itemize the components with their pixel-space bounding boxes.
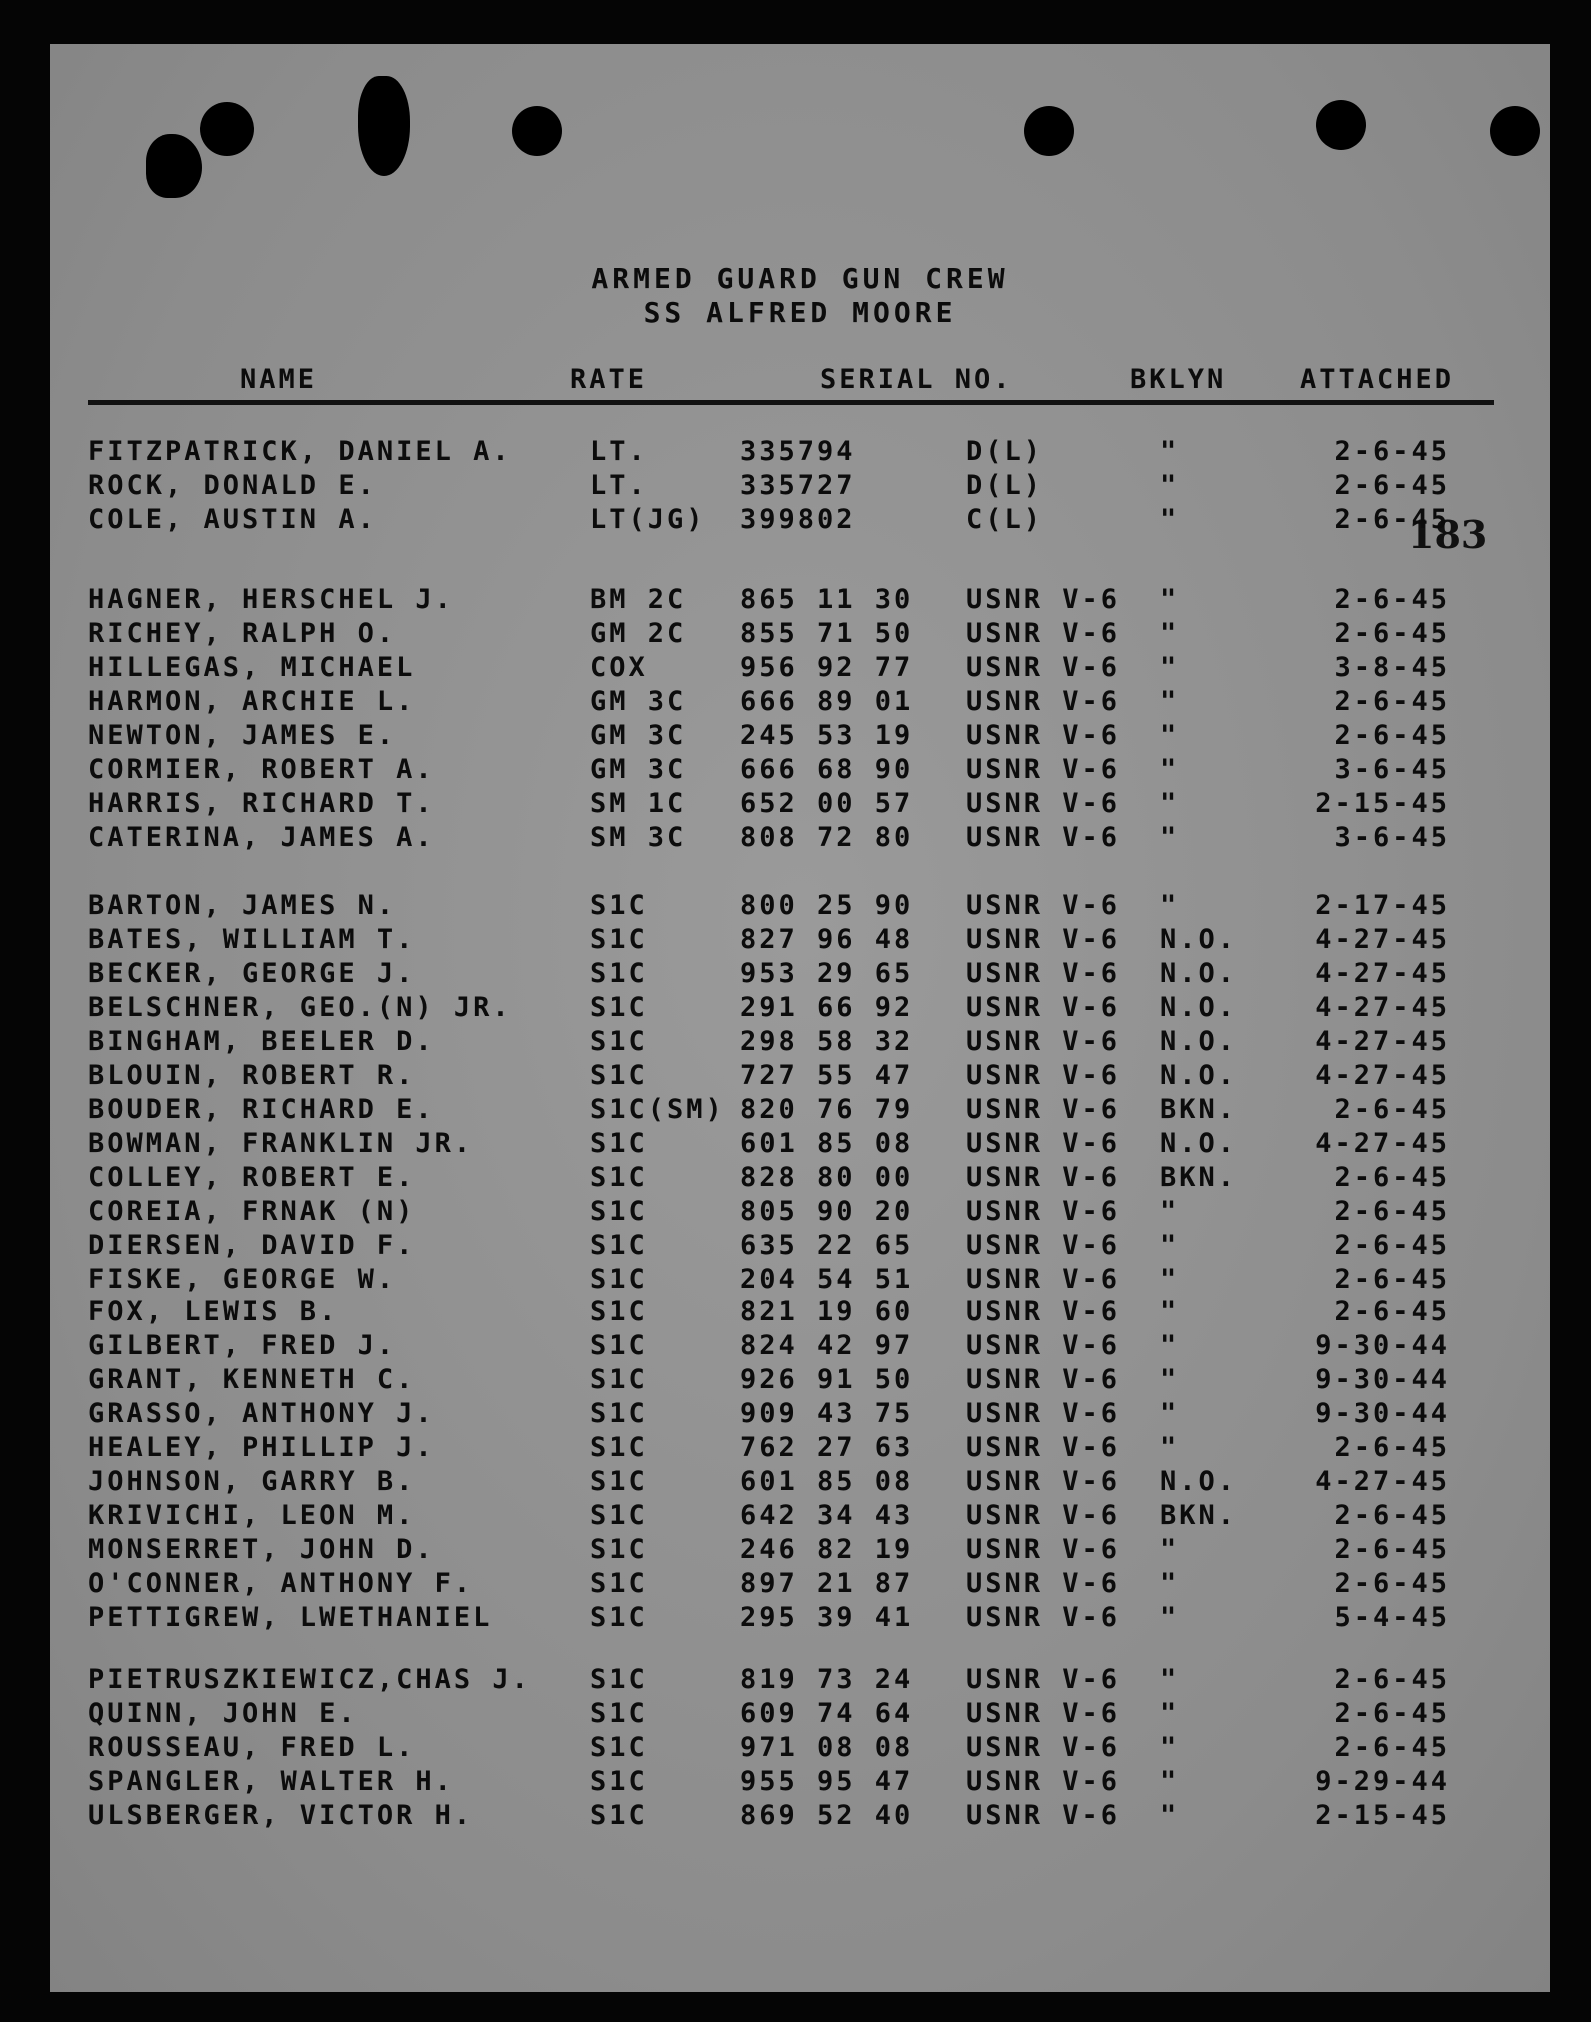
document-title: ARMED GUARD GUN CREW [591, 262, 1009, 295]
crew-bklyn: BKN. [1160, 1500, 1238, 1531]
crew-serial: 800 25 90 [740, 890, 914, 921]
table-row [50, 1466, 1550, 1500]
crew-attached: 2-6-45 [1334, 470, 1450, 501]
crew-rate: S1C [590, 1128, 648, 1159]
punch-hole [512, 106, 562, 156]
crew-attached: 2-6-45 [1334, 1500, 1450, 1531]
crew-bklyn: " [1160, 1800, 1180, 1831]
ink-blot [358, 76, 410, 176]
crew-unit: USNR V-6 [966, 1800, 1121, 1831]
crew-unit: USNR V-6 [966, 1732, 1121, 1763]
column-header-row [50, 364, 1550, 404]
crew-attached: 2-6-45 [1334, 1162, 1450, 1193]
crew-name: HILLEGAS, MICHAEL [88, 652, 416, 683]
crew-unit: USNR V-6 [966, 1196, 1121, 1227]
crew-name: ROUSSEAU, FRED L. [88, 1732, 416, 1763]
crew-rate: LT. [590, 436, 648, 467]
crew-serial: 808 72 80 [740, 822, 914, 853]
crew-bklyn: " [1160, 618, 1180, 649]
crew-serial: 298 58 32 [740, 1026, 914, 1057]
crew-name: NEWTON, JAMES E. [88, 720, 397, 751]
table-row [50, 1398, 1550, 1432]
crew-bklyn: " [1160, 1534, 1180, 1565]
crew-name: BOWMAN, FRANKLIN JR. [88, 1128, 474, 1159]
crew-rate: S1C [590, 1398, 648, 1429]
crew-name: BELSCHNER, GEO.(N) JR. [88, 992, 512, 1023]
table-row [50, 686, 1550, 720]
crew-attached: 4-27-45 [1315, 1466, 1450, 1497]
crew-serial: 666 89 01 [740, 686, 914, 717]
crew-name: BINGHAM, BEELER D. [88, 1026, 435, 1057]
crew-rate: S1C(SM) [590, 1094, 725, 1125]
crew-unit: USNR V-6 [966, 1698, 1121, 1729]
crew-bklyn: " [1160, 652, 1180, 683]
crew-name: FOX, LEWIS B. [88, 1296, 339, 1327]
crew-name: GRASSO, ANTHONY J. [88, 1398, 435, 1429]
table-row [50, 1534, 1550, 1568]
crew-serial: 609 74 64 [740, 1698, 914, 1729]
crew-serial: 953 29 65 [740, 958, 914, 989]
crew-rate: S1C [590, 1364, 648, 1395]
crew-unit: C(L) [966, 504, 1044, 535]
crew-bklyn: " [1160, 584, 1180, 615]
crew-attached: 2-15-45 [1315, 1800, 1450, 1831]
crew-name: HEALEY, PHILLIP J. [88, 1432, 435, 1463]
crew-rate: S1C [590, 1230, 648, 1261]
crew-attached: 2-6-45 [1334, 686, 1450, 717]
crew-attached: 2-6-45 [1334, 1698, 1450, 1729]
table-row [50, 436, 1550, 470]
crew-name: JOHNSON, GARRY B. [88, 1466, 416, 1497]
table-row [50, 1196, 1550, 1230]
crew-name: HARMON, ARCHIE L. [88, 686, 416, 717]
crew-serial: 635 22 65 [740, 1230, 914, 1261]
column-header-rate: RATE [570, 364, 648, 395]
crew-name: SPANGLER, WALTER H. [88, 1766, 454, 1797]
crew-serial: 805 90 20 [740, 1196, 914, 1227]
crew-name: MONSERRET, JOHN D. [88, 1534, 435, 1565]
crew-rate: S1C [590, 1568, 648, 1599]
crew-attached: 2-6-45 [1334, 584, 1450, 615]
crew-name: RICHEY, RALPH O. [88, 618, 397, 649]
crew-unit: USNR V-6 [966, 1094, 1121, 1125]
crew-bklyn: " [1160, 470, 1180, 501]
table-row [50, 924, 1550, 958]
crew-bklyn: " [1160, 1230, 1180, 1261]
crew-name: CORMIER, ROBERT A. [88, 754, 435, 785]
table-row [50, 618, 1550, 652]
punch-hole [1024, 106, 1074, 156]
crew-unit: USNR V-6 [966, 822, 1121, 853]
crew-name: ULSBERGER, VICTOR H. [88, 1800, 474, 1831]
crew-rate: S1C [590, 1466, 648, 1497]
crew-bklyn: N.O. [1160, 1026, 1238, 1057]
crew-unit: USNR V-6 [966, 1264, 1121, 1295]
crew-attached: 2-6-45 [1334, 1296, 1450, 1327]
crew-rate: S1C [590, 958, 648, 989]
crew-unit: USNR V-6 [966, 992, 1121, 1023]
table-row [50, 1330, 1550, 1364]
crew-attached: 2-6-45 [1334, 1534, 1450, 1565]
crew-name: ROCK, DONALD E. [88, 470, 377, 501]
crew-bklyn: N.O. [1160, 1128, 1238, 1159]
crew-bklyn: " [1160, 1398, 1180, 1429]
crew-bklyn: BKN. [1160, 1162, 1238, 1193]
column-header-bklyn: BKLYN [1130, 364, 1227, 395]
crew-attached: 2-15-45 [1315, 788, 1450, 819]
table-row [50, 584, 1550, 618]
column-header-name: NAME [240, 364, 318, 395]
crew-unit: USNR V-6 [966, 924, 1121, 955]
crew-serial: 926 91 50 [740, 1364, 914, 1395]
crew-attached: 4-27-45 [1315, 924, 1450, 955]
crew-unit: USNR V-6 [966, 1534, 1121, 1565]
page-number: 183 [1408, 512, 1488, 557]
crew-bklyn: " [1160, 720, 1180, 751]
crew-attached: 2-6-45 [1334, 1264, 1450, 1295]
crew-serial: 828 80 00 [740, 1162, 914, 1193]
crew-rate: S1C [590, 1766, 648, 1797]
crew-name: COREIA, FRNAK (N) [88, 1196, 416, 1227]
crew-rate: S1C [590, 1330, 648, 1361]
crew-attached: 3-6-45 [1334, 754, 1450, 785]
crew-serial: 971 08 08 [740, 1732, 914, 1763]
crew-bklyn: " [1160, 1330, 1180, 1361]
column-header-attached: ATTACHED [1300, 364, 1455, 395]
crew-rate: GM 3C [590, 754, 687, 785]
table-row [50, 1264, 1550, 1298]
table-row [50, 1364, 1550, 1398]
crew-attached: 2-6-45 [1334, 436, 1450, 467]
crew-rate: S1C [590, 1732, 648, 1763]
crew-rate: S1C [590, 1500, 648, 1531]
crew-unit: USNR V-6 [966, 1330, 1121, 1361]
crew-name: QUINN, JOHN E. [88, 1698, 358, 1729]
crew-name: GILBERT, FRED J. [88, 1330, 397, 1361]
crew-bklyn: " [1160, 890, 1180, 921]
crew-attached: 2-6-45 [1334, 1732, 1450, 1763]
table-row [50, 788, 1550, 822]
crew-unit: USNR V-6 [966, 1466, 1121, 1497]
crew-bklyn: " [1160, 1698, 1180, 1729]
ink-blot [146, 134, 202, 198]
crew-bklyn: " [1160, 1568, 1180, 1599]
crew-unit: USNR V-6 [966, 1060, 1121, 1091]
crew-unit: USNR V-6 [966, 1766, 1121, 1797]
crew-bklyn: " [1160, 1296, 1180, 1327]
table-row [50, 652, 1550, 686]
crew-unit: D(L) [966, 470, 1044, 501]
table-row [50, 1800, 1550, 1834]
crew-name: BECKER, GEORGE J. [88, 958, 416, 989]
table-row [50, 1766, 1550, 1800]
crew-unit: USNR V-6 [966, 890, 1121, 921]
table-row [50, 1664, 1550, 1698]
crew-unit: USNR V-6 [966, 1602, 1121, 1633]
crew-serial: 956 92 77 [740, 652, 914, 683]
crew-unit: USNR V-6 [966, 1364, 1121, 1395]
crew-serial: 399802 [740, 504, 856, 535]
crew-serial: 827 96 48 [740, 924, 914, 955]
crew-unit: USNR V-6 [966, 1128, 1121, 1159]
crew-unit: USNR V-6 [966, 1568, 1121, 1599]
crew-name: HARRIS, RICHARD T. [88, 788, 435, 819]
crew-serial: 295 39 41 [740, 1602, 914, 1633]
crew-bklyn: " [1160, 1664, 1180, 1695]
crew-bklyn: " [1160, 788, 1180, 819]
crew-rate: S1C [590, 1432, 648, 1463]
crew-name: CATERINA, JAMES A. [88, 822, 435, 853]
crew-bklyn: " [1160, 686, 1180, 717]
punch-hole [1316, 100, 1366, 150]
crew-serial: 855 71 50 [740, 618, 914, 649]
crew-bklyn: " [1160, 504, 1180, 535]
crew-attached: 2-6-45 [1334, 1568, 1450, 1599]
crew-serial: 909 43 75 [740, 1398, 914, 1429]
crew-rate: S1C [590, 1162, 648, 1193]
crew-unit: USNR V-6 [966, 1500, 1121, 1531]
crew-rate: GM 3C [590, 686, 687, 717]
crew-name: O'CONNER, ANTHONY F. [88, 1568, 474, 1599]
crew-attached: 4-27-45 [1315, 992, 1450, 1023]
crew-name: BOUDER, RICHARD E. [88, 1094, 435, 1125]
crew-name: DIERSEN, DAVID F. [88, 1230, 416, 1261]
table-row [50, 720, 1550, 754]
crew-bklyn: " [1160, 1766, 1180, 1797]
crew-bklyn: N.O. [1160, 958, 1238, 989]
table-row [50, 822, 1550, 856]
table-row [50, 1128, 1550, 1162]
crew-serial: 642 34 43 [740, 1500, 914, 1531]
crew-name: BLOUIN, ROBERT R. [88, 1060, 416, 1091]
crew-unit: USNR V-6 [966, 1230, 1121, 1261]
crew-rate: LT. [590, 470, 648, 501]
crew-name: BARTON, JAMES N. [88, 890, 397, 921]
crew-rate: GM 3C [590, 720, 687, 751]
crew-name: PIETRUSZKIEWICZ,CHAS J. [88, 1664, 531, 1695]
crew-serial: 601 85 08 [740, 1128, 914, 1159]
crew-name: GRANT, KENNETH C. [88, 1364, 416, 1395]
crew-attached: 9-30-44 [1315, 1330, 1450, 1361]
crew-attached: 3-8-45 [1334, 652, 1450, 683]
crew-unit: USNR V-6 [966, 652, 1121, 683]
crew-serial: 204 54 51 [740, 1264, 914, 1295]
crew-bklyn: N.O. [1160, 1466, 1238, 1497]
crew-rate: S1C [590, 1264, 648, 1295]
crew-name: HAGNER, HERSCHEL J. [88, 584, 454, 615]
punch-hole [1490, 106, 1540, 156]
crew-name: KRIVICHI, LEON M. [88, 1500, 416, 1531]
crew-attached: 2-6-45 [1334, 618, 1450, 649]
crew-rate: BM 2C [590, 584, 687, 615]
table-row [50, 890, 1550, 924]
table-row [50, 1060, 1550, 1094]
table-row [50, 1026, 1550, 1060]
table-row [50, 754, 1550, 788]
crew-name: FITZPATRICK, DANIEL A. [88, 436, 512, 467]
crew-unit: USNR V-6 [966, 720, 1121, 751]
crew-serial: 245 53 19 [740, 720, 914, 751]
crew-unit: USNR V-6 [966, 958, 1121, 989]
crew-bklyn: " [1160, 1364, 1180, 1395]
crew-rate: S1C [590, 1800, 648, 1831]
table-row [50, 992, 1550, 1026]
crew-unit: USNR V-6 [966, 618, 1121, 649]
crew-serial: 601 85 08 [740, 1466, 914, 1497]
crew-unit: USNR V-6 [966, 1162, 1121, 1193]
crew-serial: 819 73 24 [740, 1664, 914, 1695]
crew-rate: COX [590, 652, 648, 683]
crew-bklyn: " [1160, 1732, 1180, 1763]
crew-rate: LT(JG) [590, 504, 706, 535]
crew-rate: S1C [590, 1296, 648, 1327]
crew-name: FISKE, GEORGE W. [88, 1264, 397, 1295]
crew-serial: 727 55 47 [740, 1060, 914, 1091]
crew-unit: USNR V-6 [966, 788, 1121, 819]
crew-unit: USNR V-6 [966, 1432, 1121, 1463]
table-row [50, 958, 1550, 992]
crew-unit: D(L) [966, 436, 1044, 467]
crew-bklyn: BKN. [1160, 1094, 1238, 1125]
table-row [50, 1094, 1550, 1128]
crew-rate: S1C [590, 1602, 648, 1633]
table-row [50, 1162, 1550, 1196]
crew-unit: USNR V-6 [966, 584, 1121, 615]
crew-attached: 4-27-45 [1315, 1026, 1450, 1057]
crew-rate: S1C [590, 890, 648, 921]
crew-bklyn: N.O. [1160, 1060, 1238, 1091]
table-row [50, 1568, 1550, 1602]
crew-serial: 824 42 97 [740, 1330, 914, 1361]
crew-unit: USNR V-6 [966, 1026, 1121, 1057]
crew-bklyn: " [1160, 1602, 1180, 1633]
crew-bklyn: " [1160, 436, 1180, 467]
crew-bklyn: N.O. [1160, 992, 1238, 1023]
crew-attached: 2-6-45 [1334, 720, 1450, 751]
crew-unit: USNR V-6 [966, 754, 1121, 785]
crew-rate: S1C [590, 1664, 648, 1695]
crew-attached: 9-29-44 [1315, 1766, 1450, 1797]
crew-attached: 2-17-45 [1315, 890, 1450, 921]
crew-attached: 2-6-45 [1334, 504, 1450, 535]
crew-rate: S1C [590, 1698, 648, 1729]
crew-rate: S1C [590, 1060, 648, 1091]
crew-name: PETTIGREW, LWETHANIEL [88, 1602, 493, 1633]
crew-attached: 9-30-44 [1315, 1364, 1450, 1395]
crew-rate: SM 3C [590, 822, 687, 853]
table-row [50, 504, 1550, 538]
crew-serial: 666 68 90 [740, 754, 914, 785]
crew-unit: USNR V-6 [966, 686, 1121, 717]
document-sheet [50, 44, 1550, 1992]
table-row [50, 1230, 1550, 1264]
table-row [50, 1602, 1550, 1636]
crew-unit: USNR V-6 [966, 1664, 1121, 1695]
crew-attached: 2-6-45 [1334, 1432, 1450, 1463]
punch-hole [200, 102, 254, 156]
crew-attached: 4-27-45 [1315, 1128, 1450, 1159]
crew-unit: USNR V-6 [966, 1296, 1121, 1327]
table-row [50, 470, 1550, 504]
crew-name: COLE, AUSTIN A. [88, 504, 377, 535]
crew-bklyn: N.O. [1160, 924, 1238, 955]
crew-bklyn: " [1160, 754, 1180, 785]
crew-attached: 2-6-45 [1334, 1230, 1450, 1261]
crew-attached: 5-4-45 [1334, 1602, 1450, 1633]
table-row [50, 1296, 1550, 1330]
crew-attached: 2-6-45 [1334, 1664, 1450, 1695]
crew-serial: 335794 [740, 436, 856, 467]
table-row [50, 1732, 1550, 1766]
crew-rate: GM 2C [590, 618, 687, 649]
crew-unit: USNR V-6 [966, 1398, 1121, 1429]
crew-attached: 2-6-45 [1334, 1196, 1450, 1227]
crew-attached: 4-27-45 [1315, 1060, 1450, 1091]
crew-serial: 820 76 79 [740, 1094, 914, 1125]
crew-attached: 2-6-45 [1334, 1094, 1450, 1125]
crew-attached: 9-30-44 [1315, 1398, 1450, 1429]
table-row [50, 1500, 1550, 1534]
crew-serial: 762 27 63 [740, 1432, 914, 1463]
crew-bklyn: " [1160, 1432, 1180, 1463]
crew-attached: 4-27-45 [1315, 958, 1450, 989]
crew-rate: S1C [590, 992, 648, 1023]
crew-rate: SM 1C [590, 788, 687, 819]
crew-rate: S1C [590, 1534, 648, 1565]
crew-serial: 869 52 40 [740, 1800, 914, 1831]
crew-serial: 821 19 60 [740, 1296, 914, 1327]
crew-serial: 246 82 19 [740, 1534, 914, 1565]
table-row [50, 1432, 1550, 1466]
crew-serial: 652 00 57 [740, 788, 914, 819]
crew-bklyn: " [1160, 822, 1180, 853]
crew-rate: S1C [590, 924, 648, 955]
crew-serial: 897 21 87 [740, 1568, 914, 1599]
crew-rate: S1C [590, 1026, 648, 1057]
crew-name: BATES, WILLIAM T. [88, 924, 416, 955]
header-rule [88, 400, 1494, 405]
crew-serial: 291 66 92 [740, 992, 914, 1023]
crew-rate: S1C [590, 1196, 648, 1227]
crew-serial: 865 11 30 [740, 584, 914, 615]
crew-serial: 955 95 47 [740, 1766, 914, 1797]
document-subtitle: SS ALFRED MOORE [643, 296, 957, 329]
crew-attached: 3-6-45 [1334, 822, 1450, 853]
column-header-serial: SERIAL NO. [820, 364, 1013, 395]
crew-serial: 335727 [740, 470, 856, 501]
crew-name: COLLEY, ROBERT E. [88, 1162, 416, 1193]
crew-bklyn: " [1160, 1264, 1180, 1295]
table-row [50, 1698, 1550, 1732]
crew-bklyn: " [1160, 1196, 1180, 1227]
